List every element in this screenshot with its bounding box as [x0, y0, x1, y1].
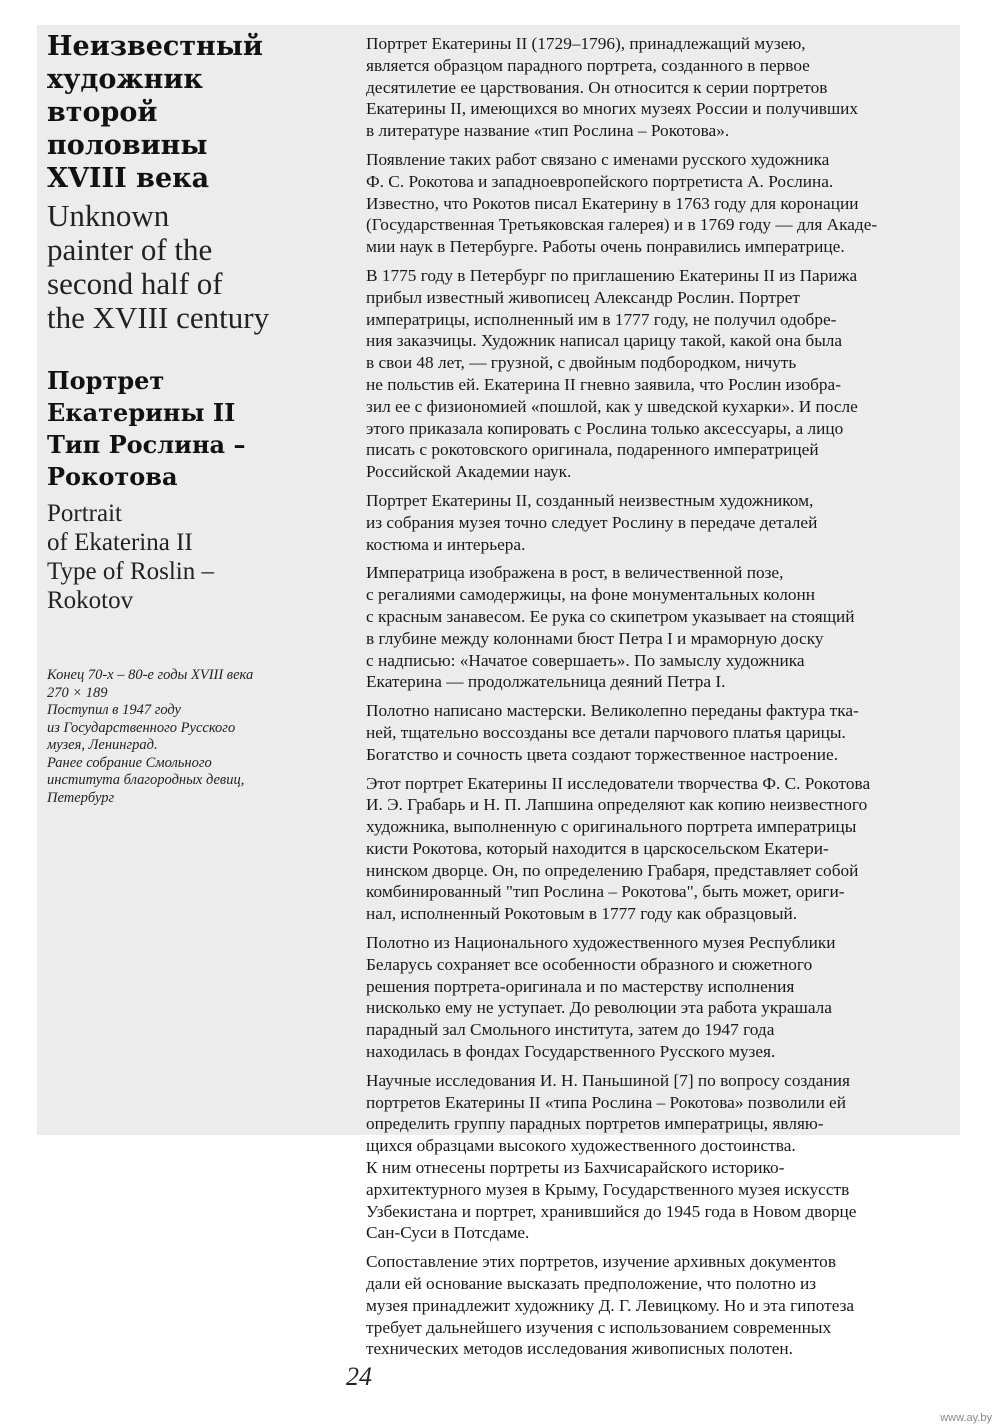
body-line: ния заказчицы. Художник написал царицу такой, какой она была — [366, 331, 843, 351]
site-watermark: www.ay.by — [940, 1412, 992, 1424]
artist-title-en — [47, 199, 337, 335]
body-line: Портрет Екатерины II, созданный неизвестным художником, — [366, 490, 814, 510]
body-line: Беларусь сохраняет все особенности образного и сюжетного — [366, 954, 813, 974]
metadata-line: музея, Ленинград. — [47, 737, 158, 753]
metadata-line: из Государственного Русского — [47, 719, 236, 736]
body-line: художника, выполненную с оригинального портрета императрицы — [366, 817, 857, 837]
body-line: архитектурного музея в Крыму, Государственного музея искусств — [366, 1179, 850, 1199]
body-line: К ним отнесены портреты из Бахчисарайского историко- — [366, 1158, 785, 1178]
body-line: в литературе название «тип Рослина – Рокотова». — [366, 121, 730, 141]
artist-title-ru-line: художник — [47, 64, 203, 95]
body-line: Полотно написано мастерски. Великолепно переданы фактура тка- — [366, 701, 859, 721]
body-line: писать с рокотовского оригинала, подаренного императрицей — [366, 440, 819, 460]
artist-title-en-line: second half of — [47, 266, 223, 301]
body-text-column — [358, 33, 954, 1367]
metadata-line: Поступил в 1947 году — [47, 702, 181, 718]
body-line: (Государственная Третьяковская галерея) и в 1769 году — для Акаде- — [366, 215, 878, 235]
body-line: Богатство и сочность цвета создают торжественное настроение. — [366, 744, 839, 764]
artist-title-ru-line: половины — [47, 130, 208, 161]
body-paragraph — [358, 1070, 954, 1244]
body-paragraph — [358, 33, 954, 142]
body-line: И. Э. Грабарь и Н. П. Лапшина определяют как копию неизвестного — [366, 795, 868, 815]
body-line: в глубине между колоннами бюст Петра I и мраморную доску — [366, 628, 824, 648]
body-line: Полотно из Национального художественного музея Республики — [366, 933, 836, 953]
body-paragraph — [358, 562, 954, 693]
artist-title-ru-line: Неизвестный — [47, 31, 263, 62]
artist-title-ru-line: XVIII века — [47, 163, 210, 194]
body-line: с надписью: «Начатое совершаеть». По замыслу художника — [366, 650, 805, 670]
artist-title-en-line: the XVIII century — [47, 300, 270, 335]
body-line: Этот портрет Екатерины II исследователи творчества Ф. С. Рокотова — [366, 773, 871, 793]
body-paragraph — [358, 700, 954, 765]
work-title-ru-line: Екатерины II — [47, 398, 236, 427]
body-line: технических методов исследования живописных полотен. — [366, 1339, 793, 1359]
body-paragraph — [358, 265, 954, 483]
work-title-ru-line: Рокотова — [47, 462, 178, 491]
body-line: ней, тщательно воссозданы все детали парчового платья царицы. — [366, 722, 846, 742]
body-line: Портрет Екатерины II (1729–1796), принадлежащий музею, — [366, 34, 806, 53]
body-line: Сопоставление этих портретов, изучение архивных документов — [366, 1252, 836, 1272]
artist-title-en-line: painter of the — [47, 232, 213, 267]
body-line: комбинированный "тип Рослина – Рокотова", быть может, ориги- — [366, 882, 845, 902]
body-line: с регалиями самодержицы, на фоне монументальных колонн — [366, 585, 815, 605]
body-line: решения портрета-оригинала и по мастерству исполнения — [366, 976, 795, 996]
body-line: Екатерина — продолжательница деяний Петра I. — [366, 672, 726, 692]
body-line: Сан-Суси в Потсдаме. — [366, 1223, 530, 1243]
work-title-en-line: Rokotov — [47, 587, 134, 614]
work-title-ru — [47, 365, 337, 493]
body-line: костюма и интерьера. — [366, 534, 526, 554]
page-number: 24 — [346, 1362, 372, 1391]
body-paragraph — [358, 490, 954, 555]
work-title-en — [47, 499, 337, 615]
metadata-line: 270 × 189 — [47, 684, 108, 701]
body-paragraph — [358, 149, 954, 258]
artist-title-ru — [47, 30, 337, 195]
work-title-en-line: Type of Roslin – — [47, 558, 214, 585]
body-line: В 1775 году в Петербург по приглашению Екатерины II из Парижа — [366, 265, 858, 285]
body-line: императрицы, исполненный им в 1777 году, не получил одобре- — [366, 309, 837, 329]
body-line: щихся образцами высокого художественного достоинства. — [366, 1136, 796, 1156]
body-line: с красным занавесом. Ее рука со скипетром указывает на стоящий — [366, 606, 855, 626]
body-line: не польстив ей. Екатерина II гневно заявила, что Рослин изобра- — [366, 374, 841, 394]
body-line: Императрица изображена в рост, в величественной позе, — [366, 563, 784, 583]
body-line: требует дальнейшего изучения с использованием современных — [366, 1317, 832, 1337]
body-line: дали ей основание высказать предположение, что полотно из — [366, 1274, 817, 1294]
metadata-line: Конец 70-х – 80-е годы XVIII века — [47, 667, 254, 683]
left-column — [47, 30, 337, 807]
body-line: портретов Екатерины II «типа Рослина – Рокотова» позволили ей — [366, 1092, 846, 1112]
work-title-ru-line: Тип Рослина – — [47, 430, 246, 459]
body-line: нисколько ему не уступает. До революции эта работа украшала — [366, 998, 832, 1018]
metadata-line: Ранее собрание Смольного — [47, 754, 212, 771]
body-line: Российской Академии наук. — [366, 462, 572, 482]
body-line: кисти Рокотова, который находится в царскосельском Екатери- — [366, 838, 829, 858]
artist-title-en-line: Unknown — [47, 198, 170, 233]
metadata-line: Петербург — [47, 789, 115, 806]
body-line: музея принадлежит художнику Д. Г. Левицкому. Но и эта гипотеза — [366, 1295, 855, 1315]
body-line: Появление таких работ связано с именами русского художника — [366, 149, 830, 169]
body-line: определить группу парадных портретов императрицы, являю- — [366, 1114, 824, 1134]
artist-title-ru-line: второй — [47, 97, 158, 128]
body-line: десятилетие ее царствования. Он относится к серии портретов — [366, 77, 828, 97]
body-paragraph — [358, 932, 954, 1063]
body-line: этого приказала копировать с Рослина только аксессуары, а лицо — [366, 418, 844, 438]
body-line: парадный зал Смольного института, затем до 1947 года — [366, 1020, 775, 1040]
work-title-ru-line: Портрет — [47, 366, 165, 395]
body-line: нинском дворце. Он, по определению Грабаря, представляет собой — [366, 860, 859, 880]
body-line: Ф. С. Рокотова и западноевропейского портретиста А. Рослина. — [366, 171, 834, 191]
body-line: нал, исполненный Рокотовым в 1777 году как образцовый. — [366, 904, 798, 924]
body-line: из собрания музея точно следует Рослину в передаче деталей — [366, 512, 818, 532]
metadata-line: института благородных девиц, — [47, 772, 245, 788]
body-line: Научные исследования И. Н. Паньшиной [7] по вопросу создания — [366, 1070, 850, 1090]
artwork-metadata — [47, 667, 337, 807]
body-line: мии наук в Петербурге. Работы очень понравились императрице. — [366, 237, 845, 257]
body-paragraph — [358, 1251, 954, 1360]
body-paragraph — [358, 773, 954, 926]
body-line: в свои 48 лет, — грузной, с двойным подбородком, ничуть — [366, 353, 797, 373]
body-line: прибыл известный живописец Александр Рослин. Портрет — [366, 287, 800, 307]
body-line: Узбекистана и портрет, хранившийся до 1945 года в Новом дворце — [366, 1201, 857, 1221]
work-title-en-line: Portrait — [47, 500, 122, 527]
body-line: находилась в фондах Государственного Русского музея. — [366, 1042, 776, 1062]
body-line: Екатерины II, имеющихся во многих музеях России и получивших — [366, 99, 859, 119]
work-title-en-line: of Ekaterina II — [47, 529, 193, 556]
body-line: зил ее с физиономией «пошлой, как у шведской кухарки». И после — [366, 396, 858, 416]
body-line: является образцом парадного портрета, созданного в первое — [366, 55, 810, 75]
body-line: Известно, что Рокотов писал Екатерину в 1763 году для коронации — [366, 193, 859, 213]
